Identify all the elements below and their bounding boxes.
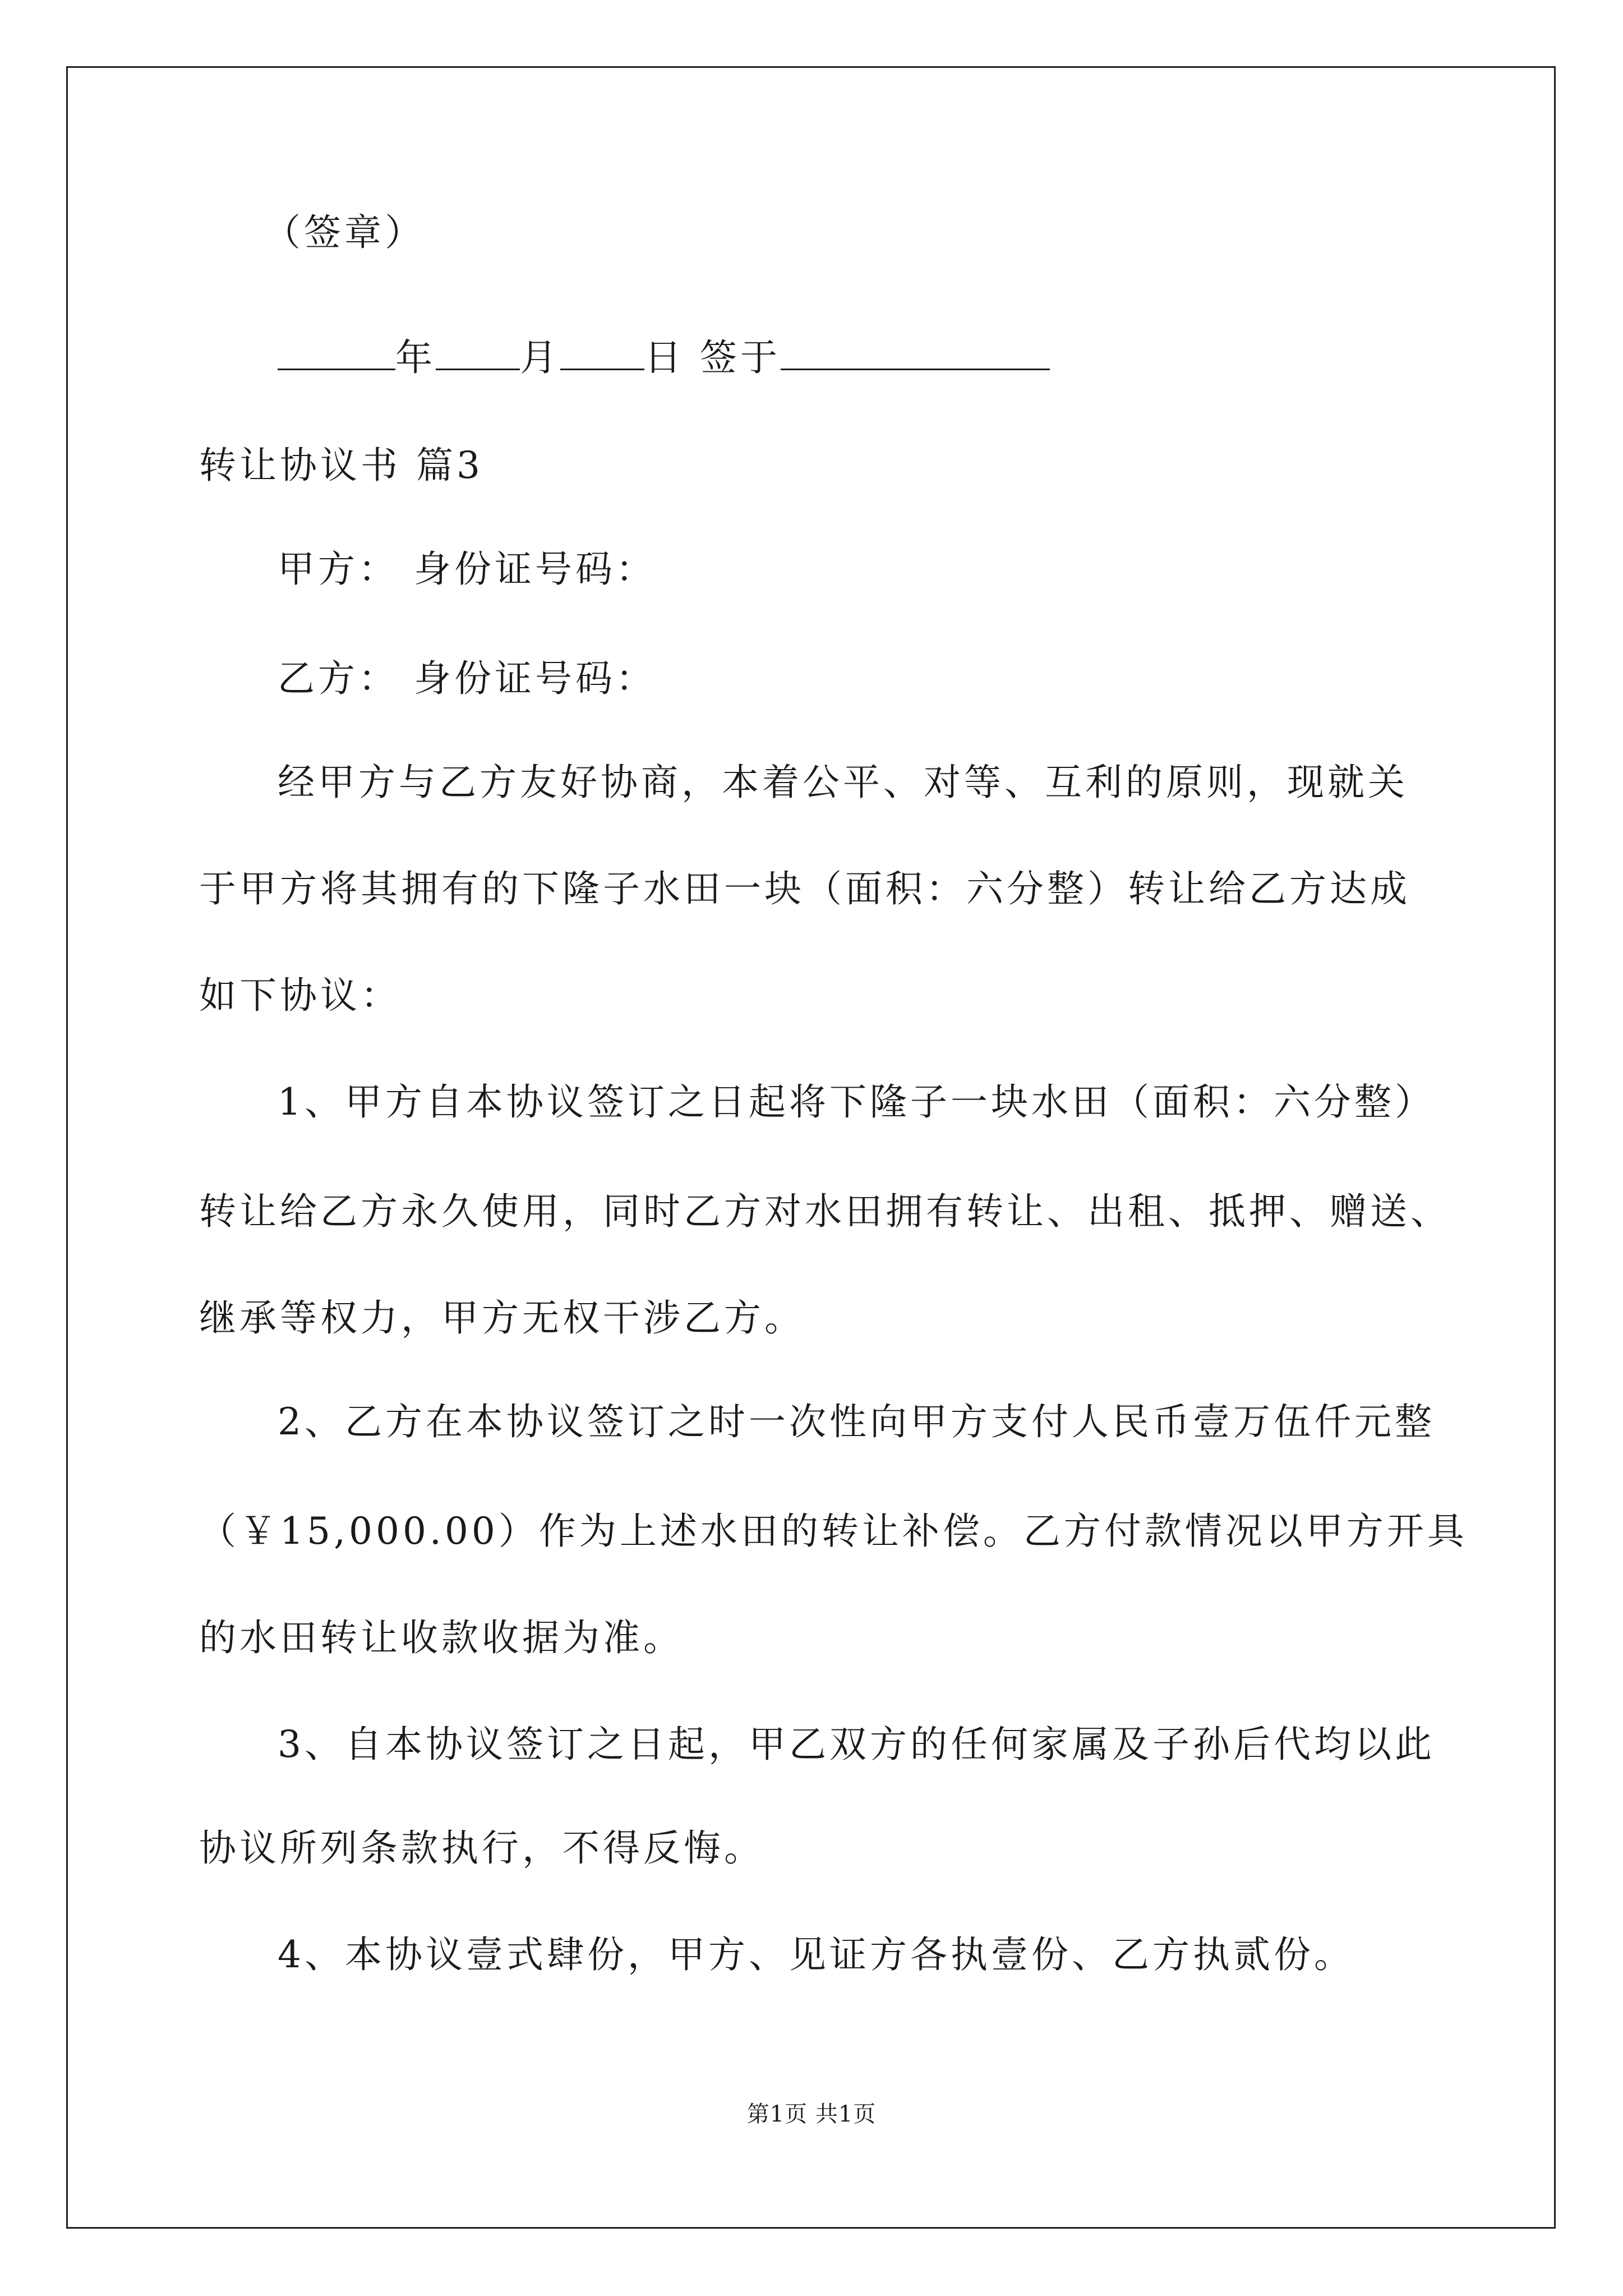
clause-2-line-1: 2、乙方在本协议签订之时一次性向甲方支付人民币壹万伍仟元整	[278, 1400, 1435, 1443]
intro-line-2: 于甲方将其拥有的下隆子水田一块（面积：六分整）转让给乙方达成	[199, 867, 1410, 910]
clause-3-line-2: 协议所列条款执行，不得反悔。	[199, 1826, 764, 1870]
clause-2-line-3: 的水田转让收款收据为准。	[199, 1616, 684, 1659]
location-blank[interactable]	[781, 334, 1050, 370]
year-blank[interactable]	[278, 334, 395, 370]
page-border	[66, 66, 1556, 2229]
intro-line-1: 经甲方与乙方友好协商，本着公平、对等、互利的原则，现就关	[278, 761, 1408, 804]
party-a-line: 甲方： 身份证号码：	[278, 547, 656, 591]
clause-1-line-2: 转让给乙方永久使用，同时乙方对水田拥有转让、出租、抵押、赠送、	[199, 1190, 1451, 1233]
month-blank[interactable]	[436, 334, 520, 370]
clause-3-line-1: 3、自本协议签订之日起，甲乙双方的任何家属及子孙后代均以此	[278, 1723, 1435, 1766]
signed-at-label: 签于	[699, 336, 781, 379]
month-label: 月	[520, 336, 560, 379]
day-blank[interactable]	[560, 334, 644, 370]
signature-label: （签章）	[264, 211, 425, 254]
year-label: 年	[395, 336, 436, 379]
section-title: 转让协议书 篇3	[199, 444, 483, 487]
intro-line-3: 如下协议：	[199, 974, 401, 1017]
party-b-line: 乙方： 身份证号码：	[278, 657, 656, 700]
clause-2-line-2: （￥15,000.00）作为上述水田的转让补偿。乙方付款情况以甲方开具	[199, 1510, 1468, 1553]
date-line	[278, 334, 1050, 380]
clause-1-line-1: 1、甲方自本协议签订之日起将下隆子一块水田（面积：六分整）	[278, 1080, 1435, 1124]
clause-1-line-3: 继承等权力，甲方无权干涉乙方。	[199, 1296, 805, 1340]
page-footer: 第1页 共1页	[746, 2101, 877, 2127]
clause-4-line-1: 4、本协议壹式肆份，甲方、见证方各执壹份、乙方执贰份。	[278, 1933, 1354, 1976]
day-label: 日	[644, 336, 685, 379]
